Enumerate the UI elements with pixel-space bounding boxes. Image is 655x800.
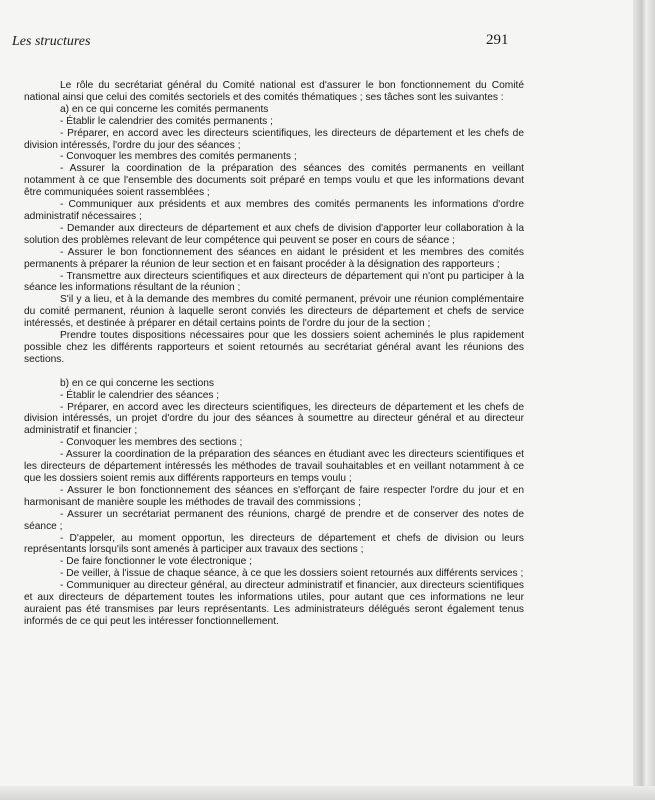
list-item: - Assurer la coordination de la préparation des séances en étudiant avec les directeurs scientifiques et les directeurs de département intéressés les méthodes de travail souhaitables et en veillant notamment à ce que les dossiers soient remis aux différents rapporteurs en temps voulu ; xyxy=(24,449,524,484)
running-header-title: Les structures xyxy=(12,34,91,49)
list-item: - Assurer la coordination de la préparation des séances des comités permanents en veillant notamment à ce que l'ensemble des documents soit préparé en temps voulu et que les informations devant être communiquées soient rassemblées ; xyxy=(24,163,524,199)
list-item: - Convoquer les membres des sections ; xyxy=(60,437,243,449)
scan-edge-right xyxy=(633,0,655,800)
list-item: - De faire fonctionner le vote électronique ; xyxy=(60,556,252,568)
section-heading: a) en ce qui concerne les comités permanents xyxy=(60,103,269,115)
paragraph: Le rôle du secrétariat général du Comité national est d'assurer le bon fonctionnement du Comité national ainsi que celui des comités sectoriels et des comités thématiques ; ses tâches sont les suivantes : xyxy=(24,80,524,103)
list-item: - Assurer le bon fonctionnement des séances en aidant le président et les membres des comités permanents à préparer la réunion de leur section et en faisant procéder à la désignation des rapporteurs ; xyxy=(24,246,524,270)
list-item: - Assurer le bon fonctionnement des séances en s'efforçant de faire respecter l'ordre du jour et en harmonisant de manière souple les méthodes de travail des commissions ; xyxy=(24,484,524,508)
list-item: - Assurer un secrétariat permanent des réunions, chargé de prendre et de conserver des notes de séance ; xyxy=(24,508,524,532)
scan-edge-bottom xyxy=(0,786,655,800)
section-gap xyxy=(24,366,524,378)
page-number: 291 xyxy=(486,32,509,48)
list-item: - De veiller, à l'issue de chaque séance, à ce que les dossiers soient retournés aux différents services ; xyxy=(60,568,524,580)
list-item: - Préparer, en accord avec les directeurs scientifiques, les directeurs de département et les chefs de division intéressés, l'ordre du jour des séances ; xyxy=(24,127,524,151)
body-text xyxy=(24,80,524,628)
list-item: - Établir le calendrier des comités permanents ; xyxy=(60,115,273,127)
list-item: - Préparer, en accord avec les directeurs scientifiques, les directeurs de département et les chefs de division intéressés, un projet d'ordre du jour des séances à soumettre au directeur général et au directeur administratif et financier ; xyxy=(24,401,524,437)
paragraph: S'il y a lieu, et à la demande des membres du comité permanent, prévoir une réunion complémentaire du comité permanent, réunion à laquelle seront conviés les directeurs de département et chefs de service intéressés, et destinée à préparer en détail certains points de l'ordre du jour de la section ; xyxy=(24,294,524,330)
list-item: - Établir le calendrier des séances ; xyxy=(60,389,220,401)
section-heading: b) en ce qui concerne les sections xyxy=(60,377,215,389)
paragraph: Prendre toutes dispositions nécessaires pour que les dossiers soient acheminés le plus rapidement possible chez les différents rapporteurs et soient retournés au secrétariat général avant les réunions des sections. xyxy=(24,330,524,365)
list-item: - Transmettre aux directeurs scientifiques et aux directeurs de département qui n'ont pu participer à la séance les informations résultant de la réunion ; xyxy=(24,270,524,294)
list-item: - Demander aux directeurs de département et aux chefs de division d'apporter leur collaboration à la solution des problèmes relevant de leur compétence qui peuvent se poser en cours de séance ; xyxy=(24,222,524,246)
list-item: - Convoquer les membres des comités permanents ; xyxy=(60,151,297,163)
list-item: - Communiquer aux présidents et aux membres des comités permanents les informations d'ordre administratif nécessaires ; xyxy=(24,199,524,222)
list-item: - D'appeler, au moment opportun, les directeurs de département et chefs de division ou leurs représentants lorsqu'ils sont amenés à participer aux travaux des sections ; xyxy=(24,532,524,556)
list-item: - Communiquer au directeur général, au directeur administratif et financier, aux directeurs scientifiques et aux directeurs de département toutes les informations utiles, pour autant que ces informations ne leur auraient pas été transmises par leurs représentants. Les administrateurs délégués seront également tenus informés de ce qui peut les intéresser fonctionnellement. xyxy=(24,580,524,627)
